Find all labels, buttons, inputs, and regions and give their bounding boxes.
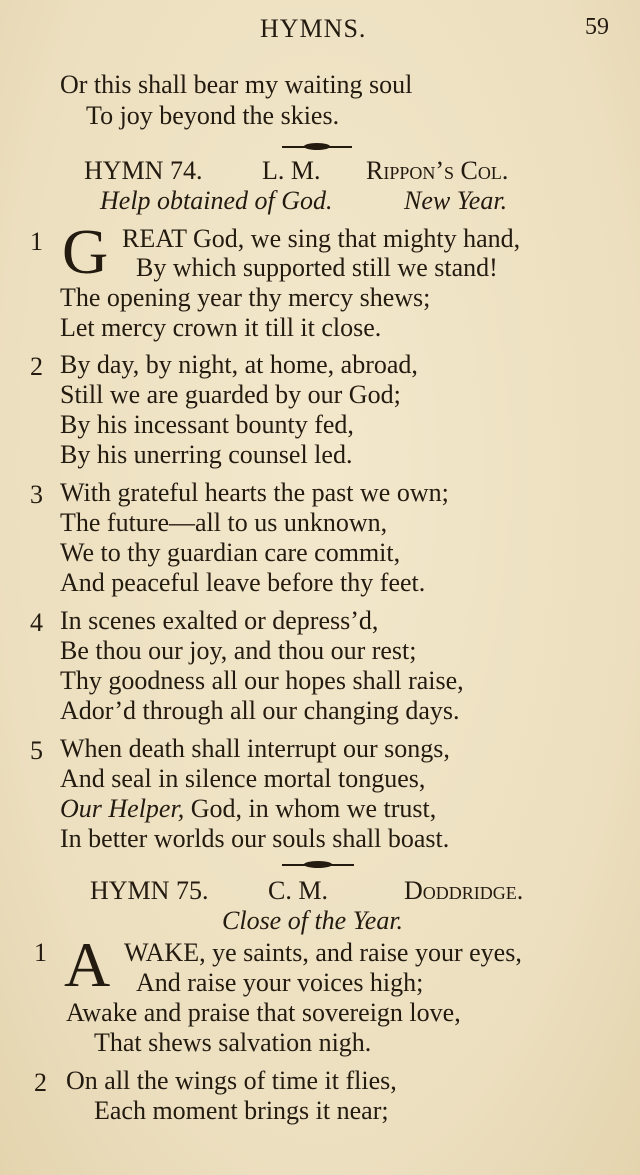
verse-line: By his unerring counsel led. xyxy=(60,440,353,469)
verse-line xyxy=(60,794,436,824)
verse-line: And raise your voices high; xyxy=(136,968,424,997)
verse-line: In scenes exalted or depress’d, xyxy=(60,606,379,635)
verse-number: 3 xyxy=(30,480,43,509)
hymn-subtitle: Close of the Year. xyxy=(222,906,404,935)
verse-line: By day, by night, at home, abroad, xyxy=(60,350,418,379)
verse-line: When death shall interrupt our songs, xyxy=(60,734,450,763)
verse-number: 5 xyxy=(30,736,43,765)
verse-line: Let mercy crown it till it close. xyxy=(60,313,382,342)
verse-line: By his incessant bounty fed, xyxy=(60,410,354,439)
running-header: HYMNS. xyxy=(260,14,367,43)
hymn-meter: C. M. xyxy=(268,876,328,905)
verse-line: Each moment brings it near; xyxy=(94,1096,389,1125)
hymn-source: Rippon’s Col. xyxy=(366,156,509,185)
verse-line: With grateful hearts the past we own; xyxy=(60,478,449,507)
hymn-number: HYMN 75. xyxy=(90,876,209,905)
helper-italic: Our Helper, xyxy=(60,794,185,823)
hymn-source: Doddridge. xyxy=(404,876,524,905)
hymn-meter: L. M. xyxy=(262,156,321,185)
verse-number: 2 xyxy=(30,352,43,381)
verse-line: WAKE, ye saints, and raise your eyes, xyxy=(124,938,522,967)
verse-line: Or this shall bear my waiting soul xyxy=(60,70,413,99)
verse-line: By which supported still we stand! xyxy=(136,253,498,282)
verse-line: Be thou our joy, and thou our rest; xyxy=(60,636,417,665)
verse-line: Still we are guarded by our God; xyxy=(60,380,401,409)
verse-line: Awake and praise that sovereign love, xyxy=(66,998,461,1027)
verse-line: In better worlds our souls shall boast. xyxy=(60,824,450,853)
verse-number: 1 xyxy=(34,938,47,967)
verse-number: 2 xyxy=(34,1068,47,1097)
helper-rest: God, in whom we trust, xyxy=(184,794,437,823)
verse-line: And seal in silence mortal tongues, xyxy=(60,764,426,793)
verse-line: On all the wings of time it flies, xyxy=(66,1066,397,1095)
verse-line: We to thy guardian care commit, xyxy=(60,538,401,567)
verse-line: REAT God, we sing that mighty hand, xyxy=(122,224,521,253)
hymn-occasion: New Year. xyxy=(404,186,508,215)
verse-line: To joy beyond the skies. xyxy=(86,101,340,130)
section-divider xyxy=(282,858,354,872)
hymn-subtitle: Help obtained of God. xyxy=(100,186,333,215)
verse-line: The opening year thy mercy shews; xyxy=(60,283,431,312)
verse-line: Ador’d through all our changing days. xyxy=(60,696,460,725)
drop-cap: G xyxy=(62,216,109,287)
hymn-number: HYMN 74. xyxy=(84,156,203,185)
verse-line: And peaceful leave before thy feet. xyxy=(60,568,426,597)
verse-line: Thy goodness all our hopes shall raise, xyxy=(60,666,464,695)
verse-line: That shews salvation nigh. xyxy=(94,1028,372,1057)
page-number: 59 xyxy=(585,14,609,40)
verse-number: 4 xyxy=(30,608,43,637)
section-divider xyxy=(282,140,352,154)
drop-cap: A xyxy=(64,929,111,1000)
verse-line: The future—all to us unknown, xyxy=(60,508,388,537)
verse-number: 1 xyxy=(30,227,43,256)
